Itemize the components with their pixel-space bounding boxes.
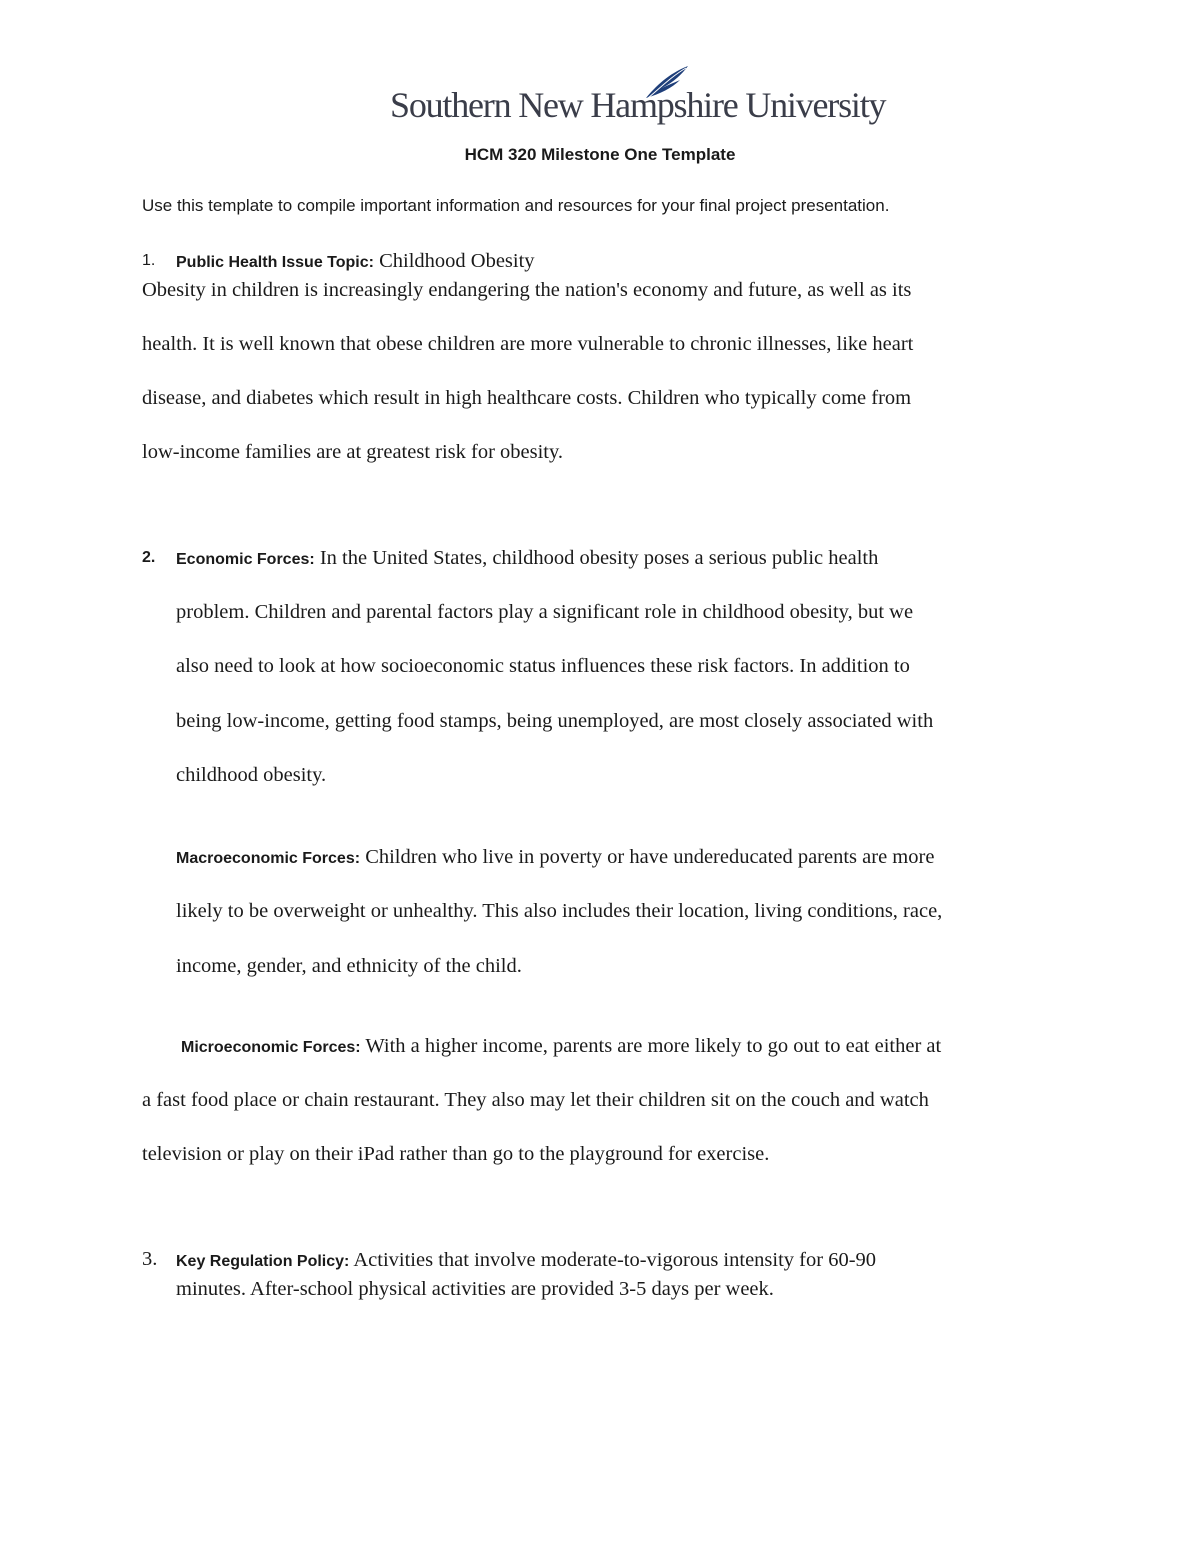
paragraph-line: television or play on their iPad rather than go to the playground for exercise. [142, 1143, 770, 1165]
paragraph-line [176, 845, 934, 871]
section-text: With a higher income, parents are more likely to go out to eat either at [365, 1035, 942, 1057]
paragraph-line [176, 546, 878, 572]
section-heading-value: Childhood Obesity [379, 250, 535, 272]
section-label: Public Health Issue Topic: [176, 254, 374, 271]
paragraph-line: minutes. After-school physical activities are provided 3-5 days per week. [176, 1278, 774, 1300]
paragraph-line: income, gender, and ethnicity of the child. [176, 955, 522, 977]
paragraph-line: health. It is well known that obese children are more vulnerable to chronic illnesses, like heart [142, 333, 914, 355]
section-label: Microeconomic Forces: [181, 1039, 361, 1056]
paragraph-line: problem. Children and parental factors play a significant role in childhood obesity, but we [176, 601, 914, 623]
paragraph-line: being low-income, getting food stamps, being unemployed, are most closely associated with [176, 710, 934, 732]
section-text: In the United States, childhood obesity poses a serious public health [319, 547, 879, 569]
document-title: HCM 320 Milestone One Template [464, 145, 736, 164]
logo-wordmark: Southern New Hampshire University [390, 85, 886, 125]
paragraph-line [181, 1034, 941, 1060]
section-heading [176, 249, 535, 275]
university-logo [390, 62, 886, 137]
section-text: Children who live in poverty or have undereducated parents are more [365, 846, 935, 868]
paragraph-line: Obesity in children is increasingly endangering the nation's economy and future, as well as its [142, 279, 912, 301]
section-number: 3. [142, 1248, 158, 1270]
paragraph-line: disease, and diabetes which result in high healthcare costs. Children who typically come from [142, 387, 912, 409]
paragraph-line: likely to be overweight or unhealthy. This also includes their location, living conditions, race, [176, 900, 943, 922]
paragraph-line: low-income families are at greatest risk for obesity. [142, 441, 564, 463]
section-label: Economic Forces: [176, 551, 315, 568]
intro-text: Use this template to compile important information and resources for your final project presentation. [142, 196, 890, 215]
section-label: Key Regulation Policy: [176, 1253, 350, 1270]
paragraph-line [176, 1248, 876, 1274]
paragraph-line: childhood obesity. [176, 764, 327, 786]
section-number: 2. [142, 549, 156, 566]
paragraph-line: also need to look at how socioeconomic status influences these risk factors. In addition to [176, 655, 910, 677]
paragraph-line: a fast food place or chain restaurant. They also may let their children sit on the couch and watch [142, 1089, 929, 1111]
section-number: 1. [142, 252, 156, 269]
section-label: Macroeconomic Forces: [176, 850, 361, 867]
section-text: Activities that involve moderate-to-vigorous intensity for 60-90 [353, 1249, 877, 1271]
